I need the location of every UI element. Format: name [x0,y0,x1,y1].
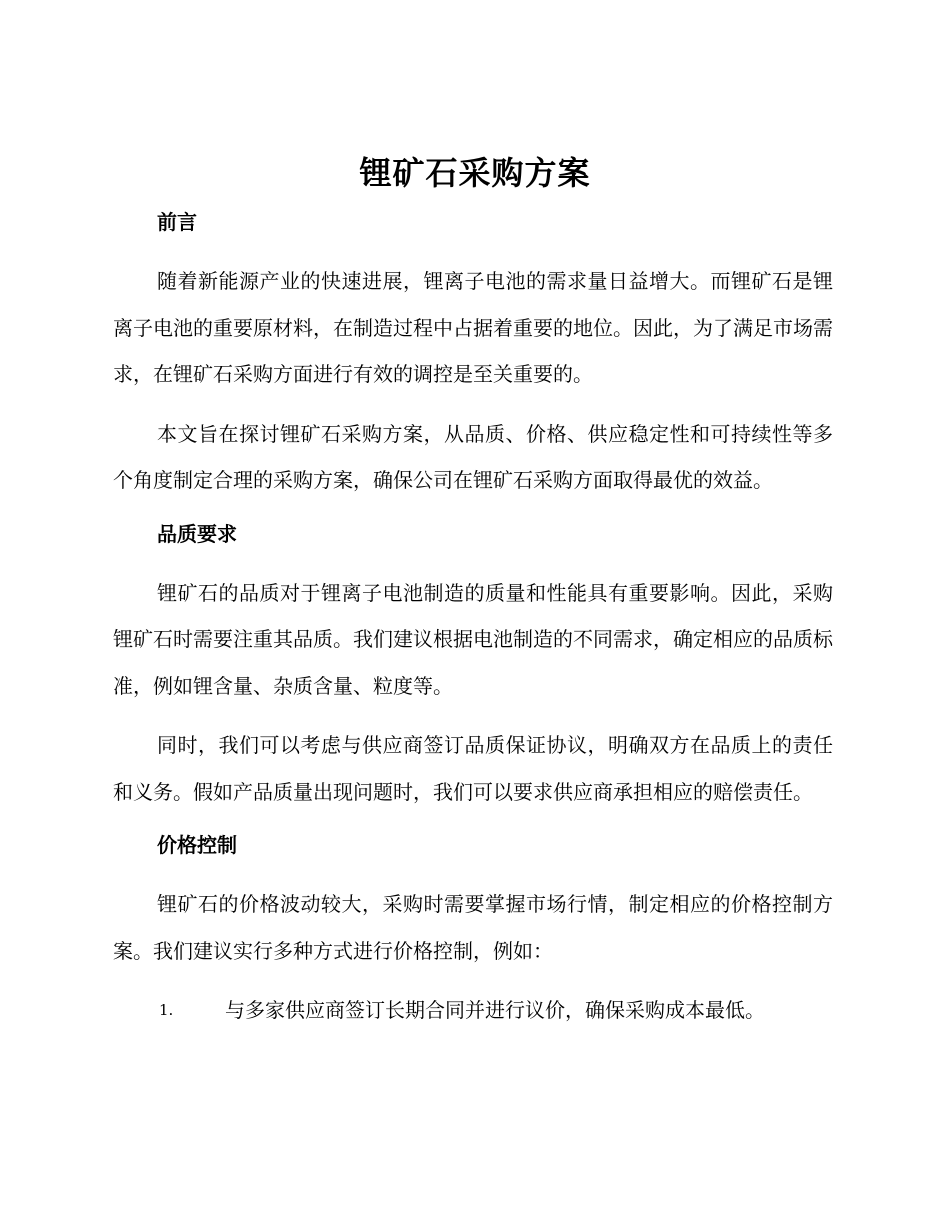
price-paragraph-1: 锂矿石的价格波动较大，采购时需要掌握市场行情，制定相应的价格控制方案。我们建议实行多种方式进行价格控制，例如： [113,892,833,963]
preface-paragraph-2: 本文旨在探讨锂矿石采购方案，从品质、价格、供应稳定性和可持续性等多个角度制定合理的采购方案，确保公司在锂矿石采购方面取得最优的效益。 [113,421,833,492]
quality-paragraph-1: 锂矿石的品质对于锂离子电池制造的质量和性能具有重要影响。因此，采购锂矿石时需要注重其品质。我们建议根据电池制造的不同需求，确定相应的品质标准，例如锂含量、杂质含量、粒度等。 [113,580,833,698]
section-heading-preface: 前言 [157,210,197,234]
preface-paragraph-1: 随着新能源产业的快速进展，锂离子电池的需求量日益增大。而锂矿石是锂离子电池的重要原材料，在制造过程中占据着重要的地位。因此，为了满足市场需求，在锂矿石采购方面进行有效的调控是至关重要的。 [113,269,833,386]
list-item-number: 1. [159,1001,174,1019]
document-body [113,200,833,1033]
section-heading-price: 价格控制 [157,833,237,857]
quality-paragraph-2: 同时，我们可以考虑与供应商签订品质保证协议，明确双方在品质上的责任和义务。假如产品质量出现问题时，我们可以要求供应商承担相应的赔偿责任。 [113,733,833,804]
document-title: 锂矿石采购方案 [359,154,591,192]
section-heading-quality: 品质要求 [157,521,237,546]
list-item [113,987,833,1033]
list-item-text: 与多家供应商签订长期合同并进行议价，确保采购成本最低。 [225,998,765,1022]
